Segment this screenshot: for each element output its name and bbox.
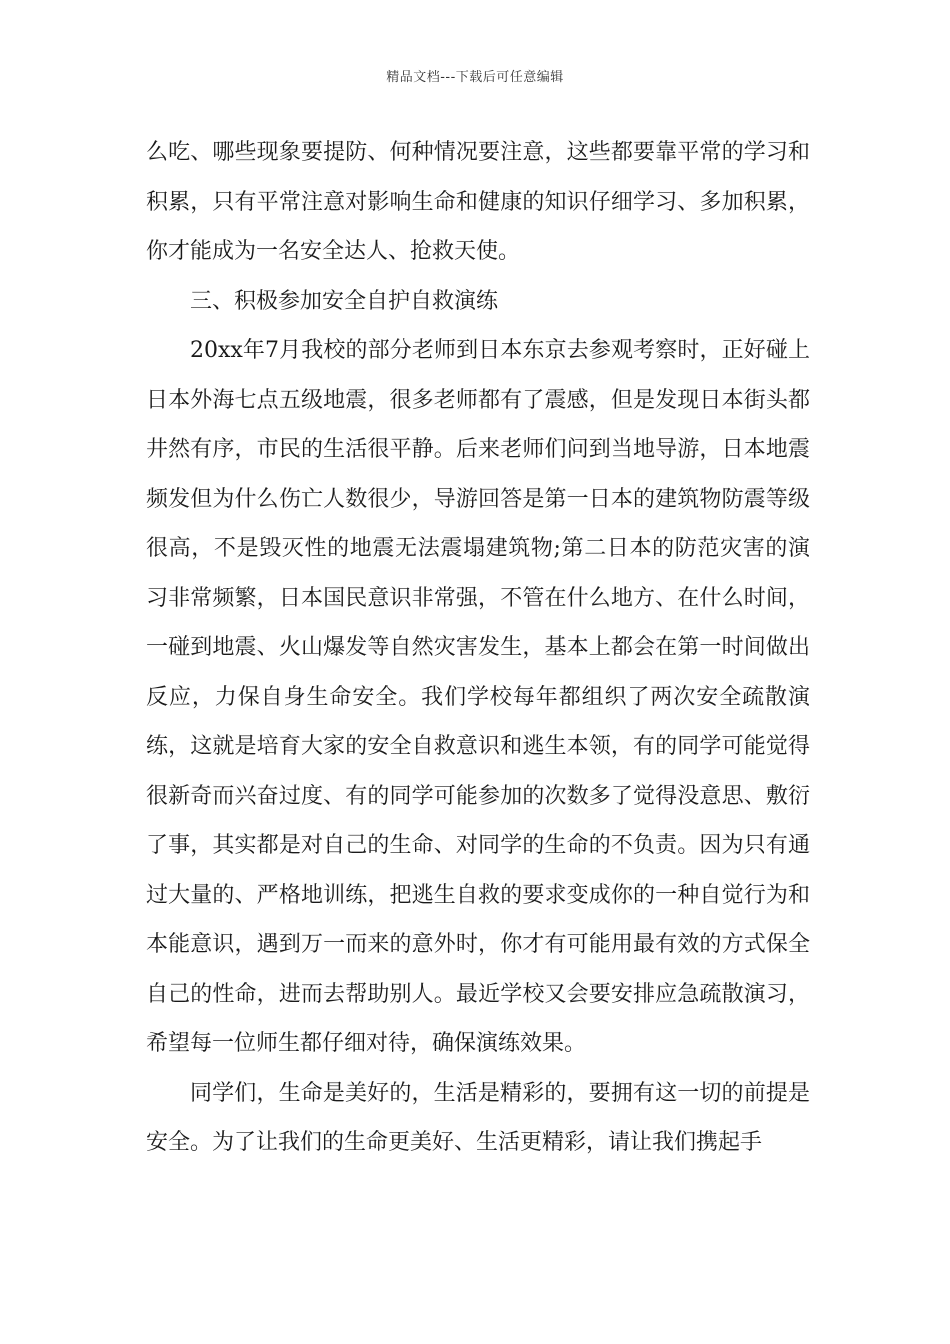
section-heading: 三、积极参加安全自护自救演练 xyxy=(190,288,499,314)
document-body xyxy=(146,128,810,1168)
paragraph-closing: 同学们，生命是美好的，生活是精彩的，要拥有这一切的前提是安全。为了让我们的生命更美好、生活更精彩，请让我们携起手 xyxy=(146,1080,810,1155)
paragraph-continuation: 么吃、哪些现象要提防、何种情况要注意，这些都要靠平常的学习和积累，只有平常注意对影响生命和健康的知识仔细学习、多加积累，你才能成为一名安全达人、抢救天使。 xyxy=(146,140,810,264)
page-header: 精品文档---下载后可任意编辑 xyxy=(386,70,564,85)
paragraph-drill: 20xx年7月我校的部分老师到日本东京去参观考察时，正好碰上日本外海七点五级地震，很多老师都有了震感，但是发现日本街头都井然有序，市民的生活很平静。后来老师们问到当地导游，日本地震频发但为什么伤亡人数很少，导游回答是第一日本的建筑物防震等级很高，不是毁灭性的地震无法震塌建筑物;第二日本的防范灾害的演习非常频繁，日本国民意识非常强，不管在什么地方、在什么时间，一碰到地震、火山爆发等自然灾害发生，基本上都会在第一时间做出反应，力保自身生命安全。我们学校每年都组织了两次安全疏散演练，这就是培育大家的安全自救意识和逃生本领，有的同学可能觉得很新奇而兴奋过度、有的同学可能参加的次数多了觉得没意思、敷衍了事，其实都是对自己的生命、对同学的生命的不负责。因为只有通过大量的、严格地训练，把逃生自救的要求变成你的一种自觉行为和本能意识，遇到万一而来的意外时，你才有可能用最有效的方式保全自己的性命，进而去帮助别人。最近学校又会要安排应急疏散演习，希望每一位师生都仔细对待，确保演练效果。 xyxy=(146,338,810,1056)
